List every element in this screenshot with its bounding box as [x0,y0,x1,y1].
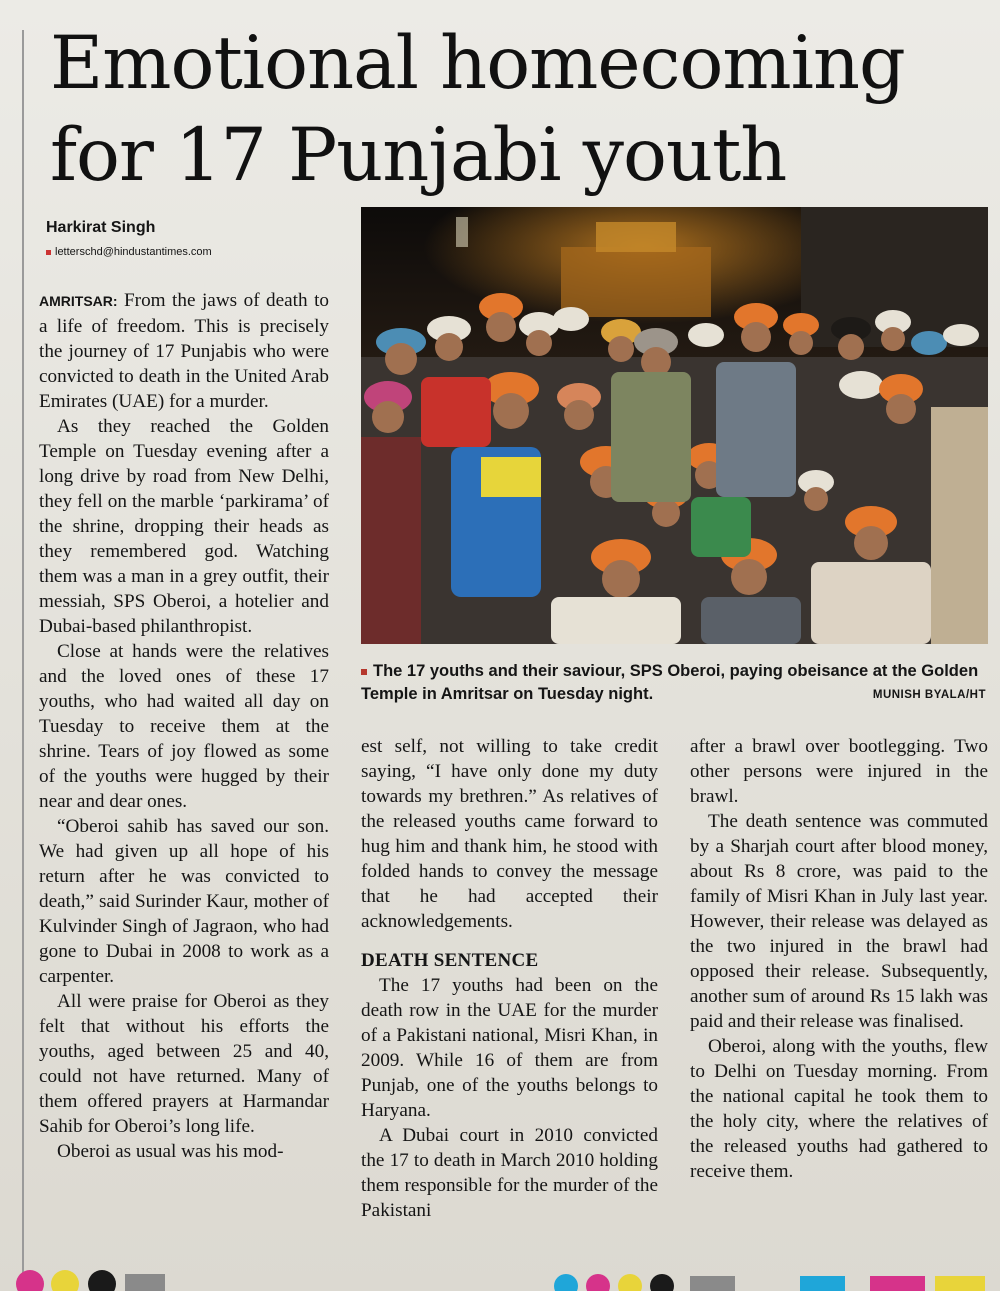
news-photo [361,207,988,644]
paragraph-continued: after a brawl over bootlegging. Two other persons were injured in the brawl. [690,736,988,807]
paragraph: Close at hands were the relatives and the loved ones of these 17 youths, who had waited all day on Tuesday to receive them at the shrine. Tears of joy flowed as some of the youths were hugged by their near and dear ones. [39,641,329,812]
article-column-1 [39,288,329,1164]
headline [50,18,980,202]
photo-credit: MUNISH BYALA/HT [872,689,986,701]
article-column-3 [690,734,988,1184]
article-column-2 [361,734,658,1223]
paragraph-continued: est self, not willing to take credit saying, “I have only done my duty towards my brethren.” As relatives of the released youths came forward to hug him and thank him, he stood with folded hands to convey the message that he had accepted their acknowledgements. [361,736,658,932]
byline-email [46,246,212,258]
bullet-square-icon [46,250,51,255]
paragraph: The 17 youths had been on the death row in the UAE for the murder of a Pakistani national, Misri Khan, in 2009. While 16 of them are from Punjab, one of the youths belongs to Haryana. [361,975,658,1121]
paragraph: Oberoi as usual was his mod- [57,1141,284,1162]
paragraph: The death sentence was commuted by a Sharjah court after blood money, about Rs 8 crore, was paid to the family of Misri Khan in July last year. However, their release was delayed as the two injured in the brawl had opposed their release. Subsequently, another sum of around Rs 15 lakh was paid and their release was finalised. [690,811,988,1032]
column-rule [22,30,24,1275]
paragraph: “Oberoi sahib has saved our son. We had given up all hope of his return after he was convicted to death,” said Surinder Kaur, mother of Kulvinder Singh of Jagraon, who had gone to Dubai in 2008 to work as a carpenter. [39,816,329,987]
paragraph: All were praise for Oberoi as they felt that without his efforts the youths, aged between 25 and 40, could not have returned. Many of them offered prayers at Harmandar Sahib for Oberoi’s long life. [39,991,329,1137]
lead-paragraph: AMRITSAR: From the jaws of death to a life of freedom. This is precisely the journey of 17 Punjabis who were convicted to death in the United Arab Emirates (UAE) for a murder. [39,290,329,412]
paragraph: A Dubai court in 2010 convicted the 17 to death in March 2010 holding them responsible for the murder of the Pakistani [361,1125,658,1221]
caption-bullet-icon [361,669,367,675]
crowd-photo-illustration [361,207,988,644]
headline-line-2: for 17 Punjabi youth [50,113,787,198]
caption-text: The 17 youths and their saviour, SPS Oberoi, paying obeisance at the Golden Temple in Amritsar on Tuesday night. [361,662,979,703]
paragraph: Oberoi, along with the youths, flew to Delhi on Tuesday morning. From the national capital he took them to the holy city, where the relatives of the released youths had gathered to receive them. [690,1036,988,1182]
dateline: AMRITSAR: [39,293,118,309]
subhead: DEATH SENTENCE [361,950,539,971]
email-text: letterschd@hindustantimes.com [55,246,212,258]
paragraph: As they reached the Golden Temple on Tuesday evening after a long drive by road from New Delhi, they fell on the marble ‘parkirama’ of the shrine, dropping their heads as they remembered god. Watching them was a man in a grey outfit, their messiah, SPS Oberoi, a hotelier and Dubai-based philanthropist. [39,416,329,637]
headline-line-1: Emotional homecoming [50,21,905,106]
byline: Harkirat Singh [46,219,156,236]
printer-registration-marks [0,1262,1000,1291]
